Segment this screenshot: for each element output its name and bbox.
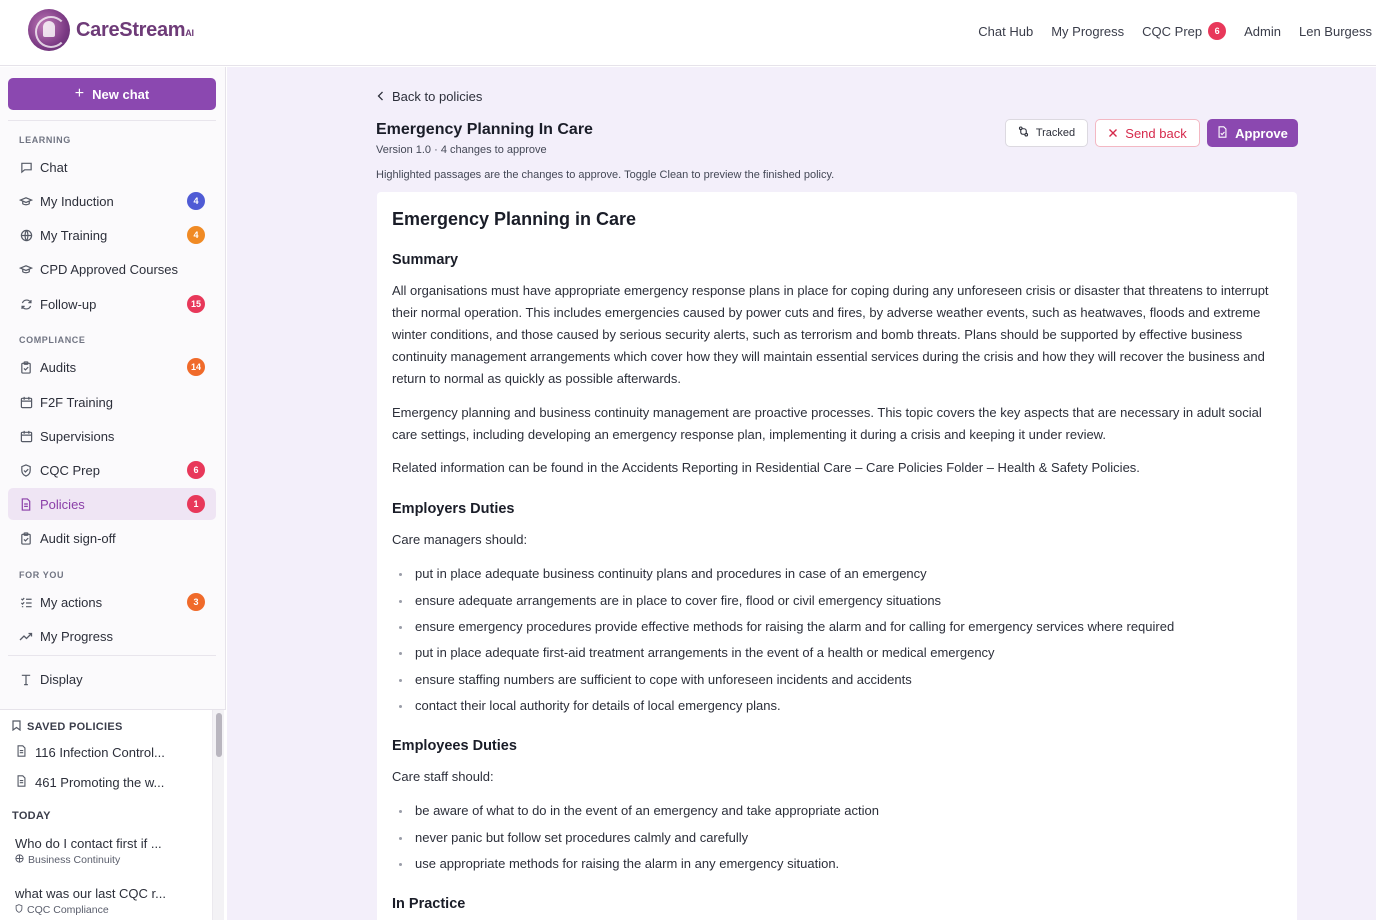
close-icon: [1108, 126, 1118, 141]
sidebar-item-chat[interactable]: Chat: [8, 151, 216, 183]
sidebar-item-cqc-prep[interactable]: CQC Prep 6: [8, 454, 216, 486]
brand-name: CareStream: [76, 18, 186, 41]
today-heading: TODAY: [12, 810, 51, 822]
sidebar: [0, 67, 226, 920]
divider: [8, 655, 216, 656]
section-heading-employees: Employees Duties: [392, 738, 517, 754]
tree-logo-icon: [28, 9, 70, 51]
divider: [8, 120, 216, 121]
bookmark-icon: [12, 720, 21, 734]
sidebar-item-policies[interactable]: Policies 1: [8, 488, 216, 520]
list-item: ensure adequate arrangements are in place to cover fire, flood or civil emergency situations: [415, 593, 942, 608]
checklist-icon: [19, 595, 33, 609]
chevron-left-icon: [377, 89, 384, 104]
list-item: never panic but follow set procedures calmly and carefully: [415, 830, 749, 845]
calendar-icon: [19, 429, 33, 443]
document-icon: [16, 775, 27, 790]
saved-policies-heading: SAVED POLICIES: [12, 720, 123, 734]
nav-my-progress[interactable]: My Progress: [1051, 23, 1125, 39]
list-item: ensure staffing numbers are sufficient to cope with unforeseen incidents and accidents: [415, 672, 912, 687]
conversation-item[interactable]: what was our last CQC r... CQC Compliance: [15, 886, 166, 916]
new-chat-button[interactable]: + New chat: [8, 78, 216, 110]
section-heading-summary: Summary: [392, 252, 459, 268]
sidebar-item-audit-sign-off[interactable]: Audit sign-off: [8, 522, 216, 554]
file-check-icon: [1217, 126, 1228, 141]
refresh-icon: [19, 297, 33, 311]
document-heading: Emergency Planning in Care: [392, 209, 637, 229]
graduation-cap-icon: [19, 262, 33, 276]
main-content: [227, 67, 1376, 920]
scrollbar-thumb[interactable]: [216, 713, 222, 757]
conversation-item[interactable]: Who do I contact first if ... Business Continuity: [15, 836, 162, 866]
graduation-cap-icon: [19, 194, 33, 208]
clipboard-icon: [19, 531, 33, 545]
sidebar-item-my-actions[interactable]: My actions 3: [8, 586, 216, 618]
sidebar-scrollbar[interactable]: [212, 710, 224, 920]
top-nav: [978, 0, 1372, 62]
version-info: Version 1.0 · 4 changes to approve: [376, 144, 547, 156]
shield-icon: [15, 904, 23, 916]
user-menu[interactable]: Len Burgess: [1299, 23, 1372, 39]
policies-badge: 1: [187, 495, 205, 513]
globe-icon: [19, 228, 33, 242]
review-hint: Highlighted passages are the changes to approve. Toggle Clean to preview the finished policy.: [376, 169, 835, 181]
employers-intro: Care managers should:: [392, 532, 528, 547]
topic-icon: [15, 854, 24, 866]
nav-cqc-prep[interactable]: CQC Prep 6: [1142, 22, 1226, 40]
list-item: ensure emergency procedures provide effective methods for raising the alarm and for calling for emergency services where required: [415, 619, 1175, 634]
nav-admin[interactable]: Admin: [1244, 23, 1281, 39]
brand-logo[interactable]: [28, 9, 194, 51]
sidebar-item-cpd-courses[interactable]: CPD Approved Courses: [8, 253, 216, 285]
section-label-for-you: FOR YOU: [19, 570, 65, 580]
induction-badge: 4: [187, 192, 205, 210]
shield-check-icon: [19, 463, 33, 477]
git-compare-icon: [1018, 126, 1029, 140]
employees-intro: Care staff should:: [392, 769, 494, 784]
nav-chat-hub[interactable]: Chat Hub: [978, 23, 1034, 39]
sidebar-item-my-induction[interactable]: My Induction 4: [8, 185, 216, 217]
text-type-icon: [19, 672, 33, 686]
send-back-button[interactable]: Send back: [1095, 119, 1200, 147]
plus-icon: +: [74, 85, 85, 102]
saved-policy-item[interactable]: 461 Promoting the w...: [16, 775, 164, 790]
my-actions-badge: 3: [187, 593, 205, 611]
list-item: use appropriate methods for raising the alarm in any emergency situation.: [415, 856, 840, 871]
cqc-prep-sidebar-badge: 6: [187, 461, 205, 479]
top-bar: [0, 0, 1376, 66]
policy-document: [377, 192, 1297, 920]
list-item: contact their local authority for details of local emergency plans.: [415, 698, 781, 713]
tracked-toggle-button[interactable]: Tracked: [1005, 119, 1088, 147]
cqc-prep-badge: 6: [1208, 22, 1226, 40]
calendar-icon: [19, 395, 33, 409]
section-label-learning: LEARNING: [19, 135, 71, 145]
page-title: Emergency Planning In Care: [376, 121, 593, 138]
trend-up-icon: [19, 629, 33, 643]
saved-policy-item[interactable]: 116 Infection Control...: [16, 745, 165, 760]
approve-button[interactable]: Approve: [1207, 119, 1298, 147]
summary-paragraph: Related information can be found in the Accidents Reporting in Residential Care – Care Policies Folder – Health & Safety Policies.: [392, 460, 1140, 475]
summary-paragraph: Emergency planning and business continuity management are proactive processes. This topic covers the key aspects that are necessary in adult social care settings, including developing an emergency response plan, implementing it during a crisis and keeping it under review.: [392, 405, 1262, 442]
training-badge: 4: [187, 226, 205, 244]
sidebar-item-my-training[interactable]: My Training 4: [8, 219, 216, 251]
list-item: put in place adequate first-aid treatment arrangements in the event of a health or medical emergency: [415, 645, 995, 660]
sidebar-item-supervisions[interactable]: Supervisions: [8, 420, 216, 452]
sidebar-item-my-progress[interactable]: My Progress: [8, 620, 216, 652]
document-icon: [19, 497, 33, 511]
document-icon: [16, 745, 27, 760]
follow-up-badge: 15: [187, 295, 205, 313]
section-heading-in-practice: In Practice: [392, 896, 466, 912]
sidebar-item-f2f-training[interactable]: F2F Training: [8, 386, 216, 418]
saved-policies-panel: [0, 709, 226, 920]
section-heading-employers: Employers Duties: [392, 501, 515, 517]
audits-badge: 14: [187, 358, 205, 376]
list-item: put in place adequate business continuity plans and procedures in case of an emergency: [415, 566, 927, 581]
clipboard-icon: [19, 360, 33, 374]
brand-suffix: AI: [185, 27, 194, 38]
summary-paragraph: All organisations must have appropriate emergency response plans in place for coping during any unforeseen crisis or disaster that threatens to interrupt their normal operation. This includes emergencies caused by power cuts and fires, by adverse weather events, such as heatwaves, floods and extreme winter conditions, and those caused by serious security alerts, such as terrorism and bomb threats. Plans should be supported by effective business continuity management arrangements which cover how they will maintain essential services during the crisis and how they will recover the business and return to normal as quickly as possible afterwards.: [392, 283, 1269, 386]
chat-bubble-icon: [19, 160, 33, 174]
sidebar-item-display[interactable]: Display: [8, 663, 216, 695]
sidebar-item-audits[interactable]: Audits 14: [8, 351, 216, 383]
list-item: be aware of what to do in the event of an emergency and take appropriate action: [415, 803, 879, 818]
back-to-policies-link[interactable]: Back to policies: [377, 89, 482, 104]
sidebar-item-follow-up[interactable]: Follow-up 15: [8, 288, 216, 320]
section-label-compliance: COMPLIANCE: [19, 335, 86, 345]
